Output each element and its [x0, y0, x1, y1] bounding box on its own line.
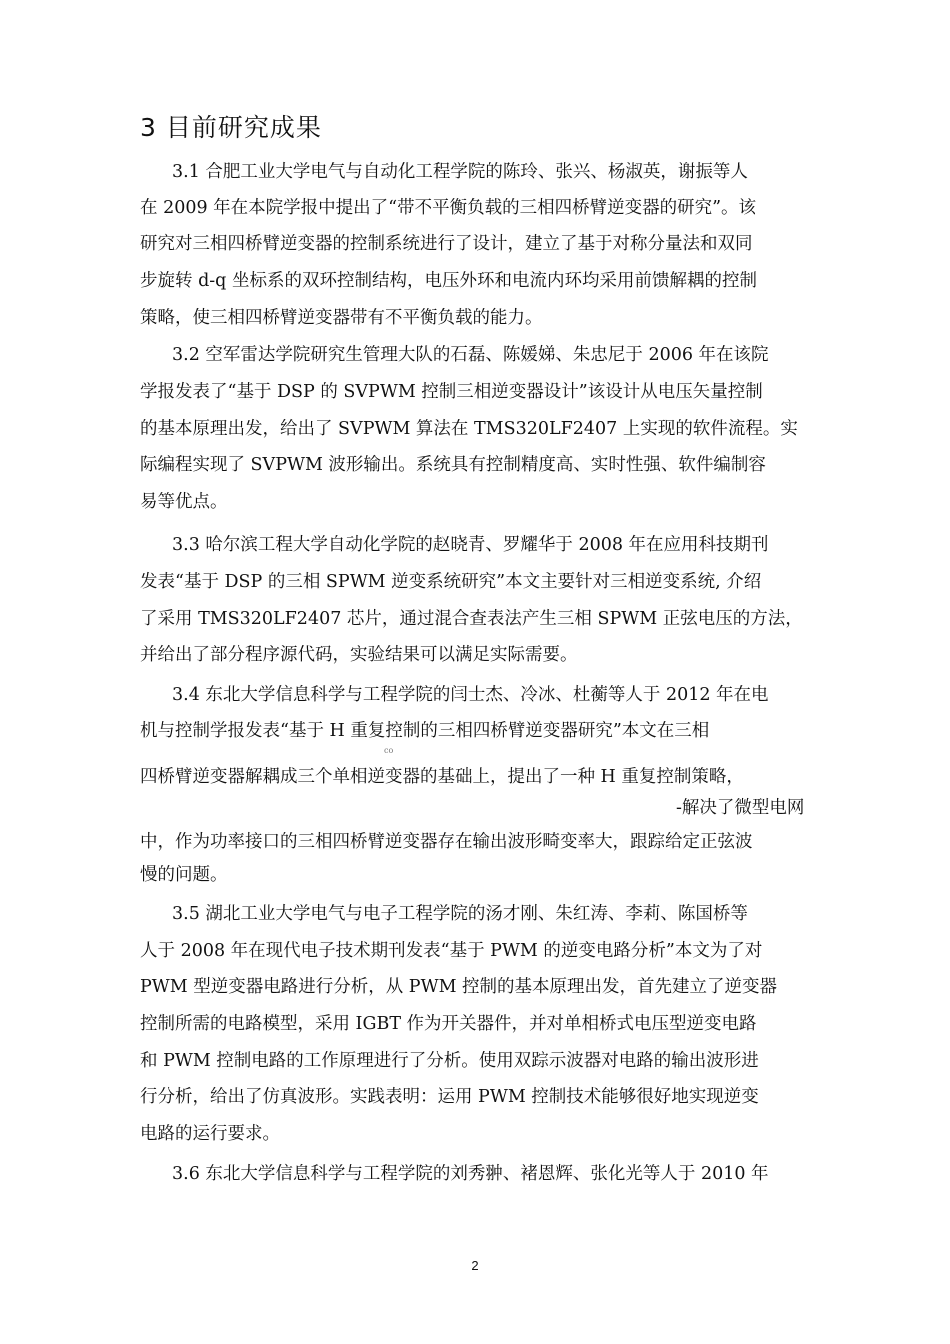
paragraph-3-1-line: 策略，使三相四桥臂逆变器带有不平衡负载的能力。	[140, 308, 543, 328]
paragraph-3-5-line: 电路的运行要求。	[140, 1124, 280, 1144]
paragraph-3-4-line: 中，作为功率接口的三相四桥臂逆变器存在输出波形畸变率大，跟踪给定正弦波	[140, 832, 753, 852]
stray-note: co	[384, 746, 394, 755]
paragraph-3-5-line: 人于 2008 年在现代电子技术期刊发表“基于 PWM 的逆变电路分析”本文为了对	[140, 941, 763, 961]
paragraph-3-4-line: 机与控制学报发表“基于 H 重复控制的三相四桥臂逆变器研究”本文在三相	[140, 721, 710, 741]
paragraph-3-6-line: 3.6 东北大学信息科学与工程学院的刘秀翀、褚恩辉、张化光等人于 2010 年	[172, 1164, 769, 1184]
paragraph-3-3-line: 了采用 TMS320LF2407 芯片，通过混合查表法产生三相 SPWM 正弦电压的方法，	[140, 609, 803, 629]
paragraph-3-3-line: 3.3 哈尔滨工程大学自动化学院的赵晓青、罗耀华于 2008 年在应用科技期刊	[172, 535, 769, 555]
paragraph-3-5-line: 行分析，给出了仿真波形。实践表明：运用 PWM 控制技术能够很好地实现逆变	[140, 1087, 759, 1107]
paragraph-3-4-line: 四桥臂逆变器解耦成三个单相逆变器的基础上，提出了一种 H 重复控制策略，	[140, 767, 744, 787]
paragraph-3-1-line: 步旋转 d-q 坐标系的双环控制结构，电压外环和电流内环均采用前馈解耦的控制	[140, 271, 757, 291]
paragraph-3-1-line: 研究对三相四桥臂逆变器的控制系统进行了设计，建立了基于对称分量法和双同	[140, 234, 753, 254]
paragraph-3-2-line: 际编程实现了 SVPWM 波形输出。系统具有控制精度高、实时性强、软件编制容	[140, 455, 766, 475]
paragraph-3-3-line: 发表“基于 DSP 的三相 SPWM 逆变系统研究”本文主要针对三相逆变系统, 介绍	[140, 572, 762, 592]
paragraph-3-5-line: 控制所需的电路模型，采用 IGBT 作为开关器件，并对单相桥式电压型逆变电路	[140, 1014, 757, 1034]
paragraph-3-2-line: 3.2 空军雷达学院研究生管理大队的石磊、陈媛娣、朱忠尼于 2006 年在该院	[172, 345, 769, 365]
paragraph-3-5-line: 3.5 湖北工业大学电气与电子工程学院的汤才刚、朱红涛、李莉、陈国桥等	[172, 904, 748, 924]
paragraph-3-2-line: 学报发表了“基于 DSP 的 SVPWM 控制三相逆变器设计”该设计从电压矢量控制	[140, 382, 763, 402]
paragraph-3-1-line: 3.1 合肥工业大学电气与自动化工程学院的陈玲、张兴、杨淑英，谢振等人	[172, 162, 748, 182]
paragraph-3-4-line: 3.4 东北大学信息科学与工程学院的闫士杰、冷冰、杜蘅等人于 2012 年在电	[172, 685, 769, 705]
paragraph-3-3-line: 并给出了部分程序源代码，实验结果可以满足实际需要。	[140, 645, 578, 665]
section-heading: 3 目前研究成果	[140, 113, 322, 142]
paragraph-3-5-line: PWM 型逆变器电路进行分析，从 PWM 控制的基本原理出发，首先建立了逆变器	[140, 977, 778, 997]
paragraph-3-1-line: 在 2009 年在本院学报中提出了“带不平衡负载的三相四桥臂逆变器的研究”。该	[140, 198, 757, 218]
paragraph-3-5-line: 和 PWM 控制电路的工作原理进行了分析。使用双踪示波器对电路的输出波形进	[140, 1051, 759, 1071]
page-number: 2	[471, 1258, 479, 1273]
paragraph-3-2-line: 的基本原理出发，给出了 SVPWM 算法在 TMS320LF2407 上实现的软件流程。实	[140, 419, 798, 439]
paragraph-3-2-line: 易等优点。	[140, 492, 228, 512]
paragraph-3-4-line: 慢的问题。	[140, 865, 228, 885]
paragraph-3-4-line: -解决了微型电网	[676, 798, 805, 818]
